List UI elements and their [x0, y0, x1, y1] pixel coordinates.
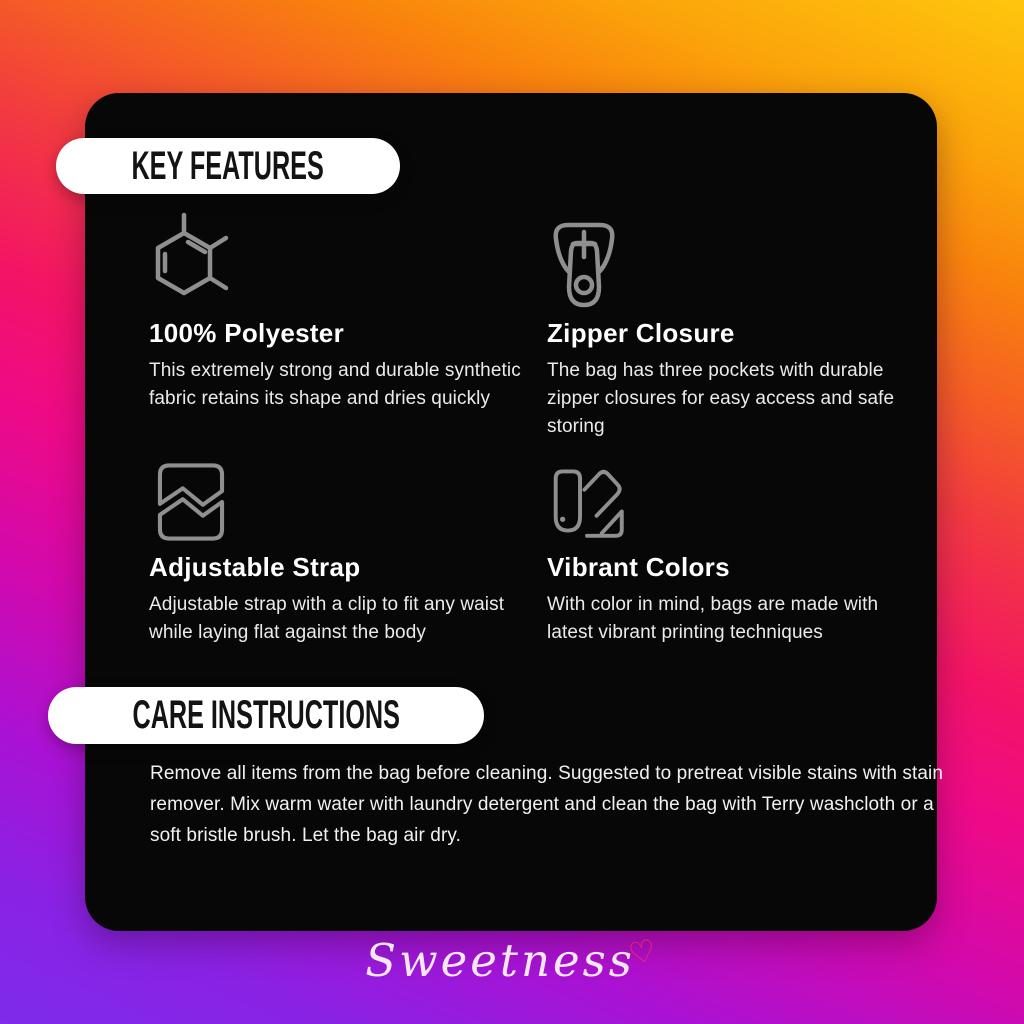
feature-title-colors: Vibrant Colors: [547, 552, 730, 582]
key-features-heading: KEY FEATURES: [131, 143, 325, 188]
zipper-pull-icon: [546, 219, 622, 311]
feature-desc-zipper: The bag has three pockets with durable zipper closures for easy access and safe storing: [547, 360, 895, 437]
feature-desc-colors: With color in mind, bags are made with latest vibrant printing techniques: [547, 594, 879, 643]
feature-title-polyester: 100% Polyester: [149, 318, 344, 348]
feature-desc-polyester: This extremely strong and durable synthetic fabric retains its shape and dries quickly: [149, 360, 521, 409]
heart-icon: ♡: [625, 932, 663, 973]
care-instructions-text: Remove all items from the bag before cleaning. Suggested to pretreat visible stains with stain remover. Mix warm water with laundry detergent and clean the bag with Terry washcloth or a soft bristle brush. Let the bag air dry.: [150, 763, 944, 846]
feature-title-zipper: Zipper Closure: [547, 318, 735, 348]
feature-title-strap: Adjustable Strap: [149, 552, 361, 582]
molecule-icon: [148, 209, 232, 307]
brand-name: Sweetness: [365, 934, 635, 987]
adjustable-strap-icon: [149, 460, 233, 544]
care-instructions-pill: [48, 687, 484, 744]
key-features-pill: [56, 138, 400, 194]
color-swatches-icon: [547, 460, 627, 542]
brand-signature: [0, 934, 1024, 987]
feature-desc-strap: Adjustable strap with a clip to fit any waist while laying flat against the body: [149, 594, 505, 643]
care-instructions-heading: CARE INSTRUCTIONS: [132, 693, 400, 737]
